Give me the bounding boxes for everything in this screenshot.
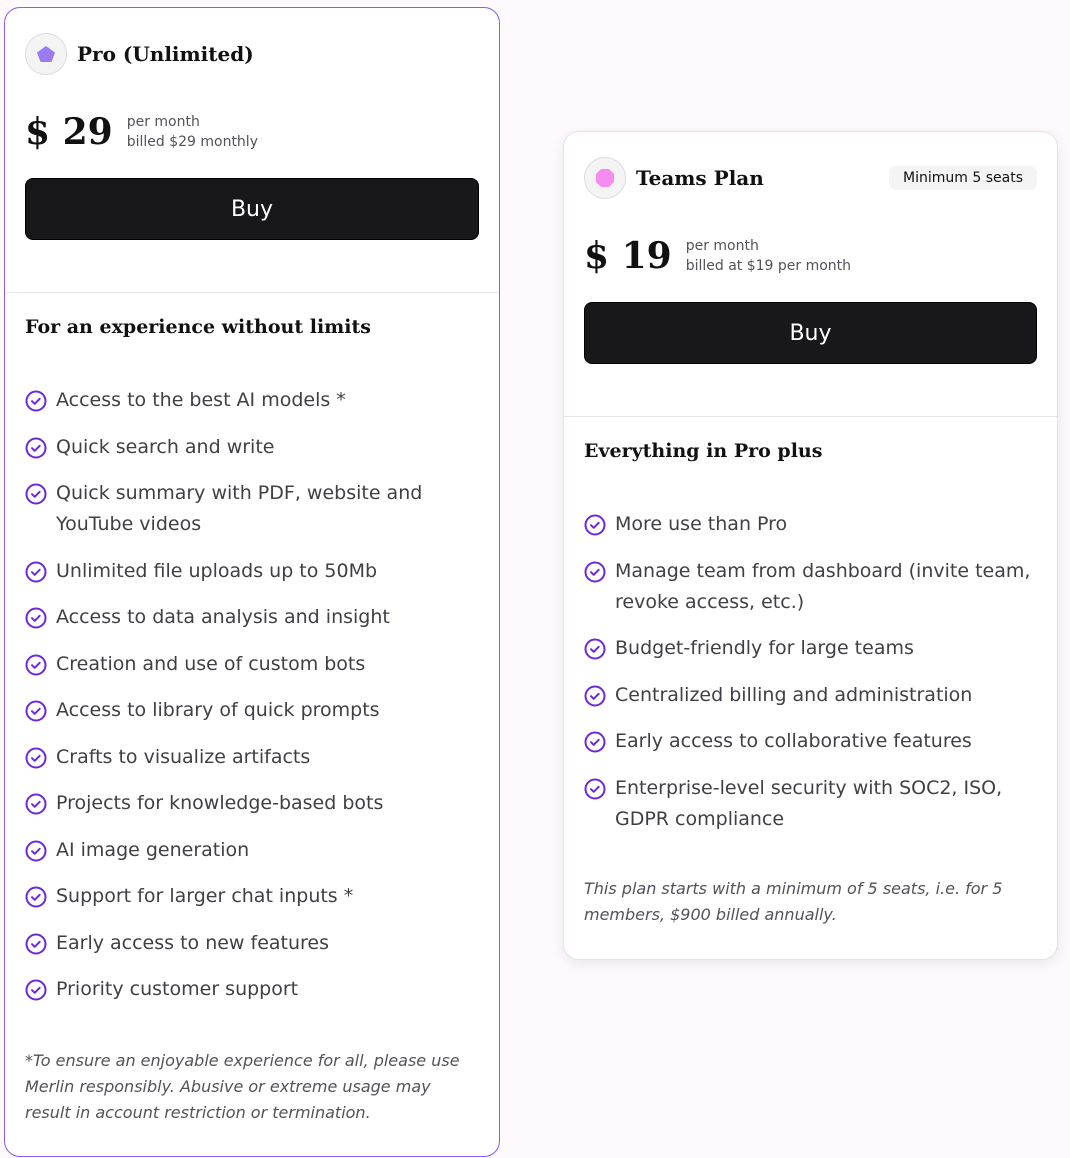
feature-text: Support for larger chat inputs *	[56, 885, 354, 907]
check-circle-icon	[584, 685, 606, 707]
price	[584, 235, 851, 277]
check-circle-icon	[25, 979, 47, 1001]
feature-item	[25, 742, 479, 773]
minimum-seats-badge: Minimum 5 seats	[889, 166, 1037, 190]
feature-text: Crafts to visualize artifacts	[56, 745, 311, 768]
feature-text: Access to data analysis and insight	[56, 606, 390, 628]
check-circle-icon	[25, 886, 47, 908]
feature-item	[25, 385, 479, 416]
check-circle-icon	[25, 654, 47, 676]
feature-item	[584, 680, 1037, 711]
feature-text: Manage team from dashboard (invite team, revoke access, etc.)	[615, 559, 1031, 613]
feature-text: Early access to new features	[56, 931, 330, 954]
feature-text: Early access to collaborative features	[615, 730, 972, 752]
feature-text: Budget-friendly for large teams	[615, 637, 914, 659]
price-period: per month	[126, 114, 200, 130]
pentagon-icon	[25, 33, 67, 75]
billing-info: billed at $19 per month	[685, 258, 852, 274]
buy-button[interactable]: Buy	[584, 302, 1037, 364]
check-circle-icon	[25, 607, 47, 629]
check-circle-icon	[584, 638, 606, 660]
octagon-icon	[584, 157, 626, 199]
feature-item	[25, 695, 479, 726]
feature-item	[584, 726, 1037, 757]
price-amount: $ 29	[25, 111, 113, 153]
divider	[5, 292, 499, 293]
billing-info: billed $29 monthly	[126, 134, 258, 150]
check-circle-icon	[25, 840, 47, 862]
plan-header	[584, 157, 1037, 199]
feature-text: Quick summary with PDF, website and YouTube videos	[56, 482, 423, 535]
check-circle-icon	[25, 747, 47, 769]
footnote: This plan starts with a minimum of 5 seats, i.e. for 5 members, $900 billed annually.	[584, 879, 1003, 924]
check-circle-icon	[584, 731, 606, 753]
section-title: Everything in Pro plus	[584, 440, 823, 462]
footnote: *To ensure an enjoyable experience for all, please use Merlin responsibly. Abusive or extreme usage may result in account restriction or termination.	[25, 1051, 460, 1122]
plan-header	[25, 33, 479, 75]
feature-text: More use than Pro	[615, 513, 788, 535]
feature-list	[25, 385, 479, 1021]
check-circle-icon	[25, 561, 47, 583]
feature-text: Access to the best AI models *	[56, 389, 346, 411]
plan-title: Teams Plan	[636, 166, 764, 190]
check-circle-icon	[25, 700, 47, 722]
check-circle-icon	[25, 793, 47, 815]
check-circle-icon	[25, 437, 47, 459]
feature-item	[25, 928, 479, 959]
buy-button[interactable]: Buy	[25, 178, 479, 240]
feature-list	[584, 509, 1037, 850]
price	[25, 111, 258, 153]
feature-text: Unlimited file uploads up to 50Mb	[56, 559, 378, 582]
check-circle-icon	[25, 933, 47, 955]
feature-item	[25, 556, 479, 587]
feature-item	[584, 633, 1037, 664]
price-amount: $ 19	[584, 235, 672, 277]
feature-text: Centralized billing and administration	[615, 683, 973, 706]
feature-text: Quick search and write	[56, 435, 275, 458]
price-period: per month	[685, 238, 759, 254]
feature-item	[25, 835, 479, 866]
feature-item	[25, 478, 479, 540]
feature-text: Access to library of quick prompts	[56, 699, 380, 721]
feature-item	[584, 509, 1037, 540]
feature-item	[25, 881, 479, 912]
feature-text: Creation and use of custom bots	[56, 652, 366, 675]
check-circle-icon	[25, 483, 47, 505]
feature-item	[25, 649, 479, 680]
feature-item	[25, 432, 479, 463]
feature-item	[25, 788, 479, 819]
teams-plan-card	[563, 131, 1058, 960]
feature-item	[25, 602, 479, 633]
feature-text: Enterprise-level security with SOC2, ISO, GDPR compliance	[615, 776, 1003, 830]
plan-title: Pro (Unlimited)	[77, 42, 254, 66]
feature-text: Projects for knowledge-based bots	[56, 792, 384, 814]
feature-text: AI image generation	[56, 838, 250, 861]
feature-text: Priority customer support	[56, 978, 299, 1000]
pro-plan-card	[4, 7, 500, 1157]
check-circle-icon	[25, 390, 47, 412]
section-title: For an experience without limits	[25, 316, 371, 338]
check-circle-icon	[584, 778, 606, 800]
check-circle-icon	[584, 514, 606, 536]
feature-item	[584, 773, 1037, 835]
feature-item	[584, 556, 1037, 618]
divider	[564, 416, 1057, 417]
check-circle-icon	[584, 561, 606, 583]
feature-item	[25, 974, 479, 1005]
